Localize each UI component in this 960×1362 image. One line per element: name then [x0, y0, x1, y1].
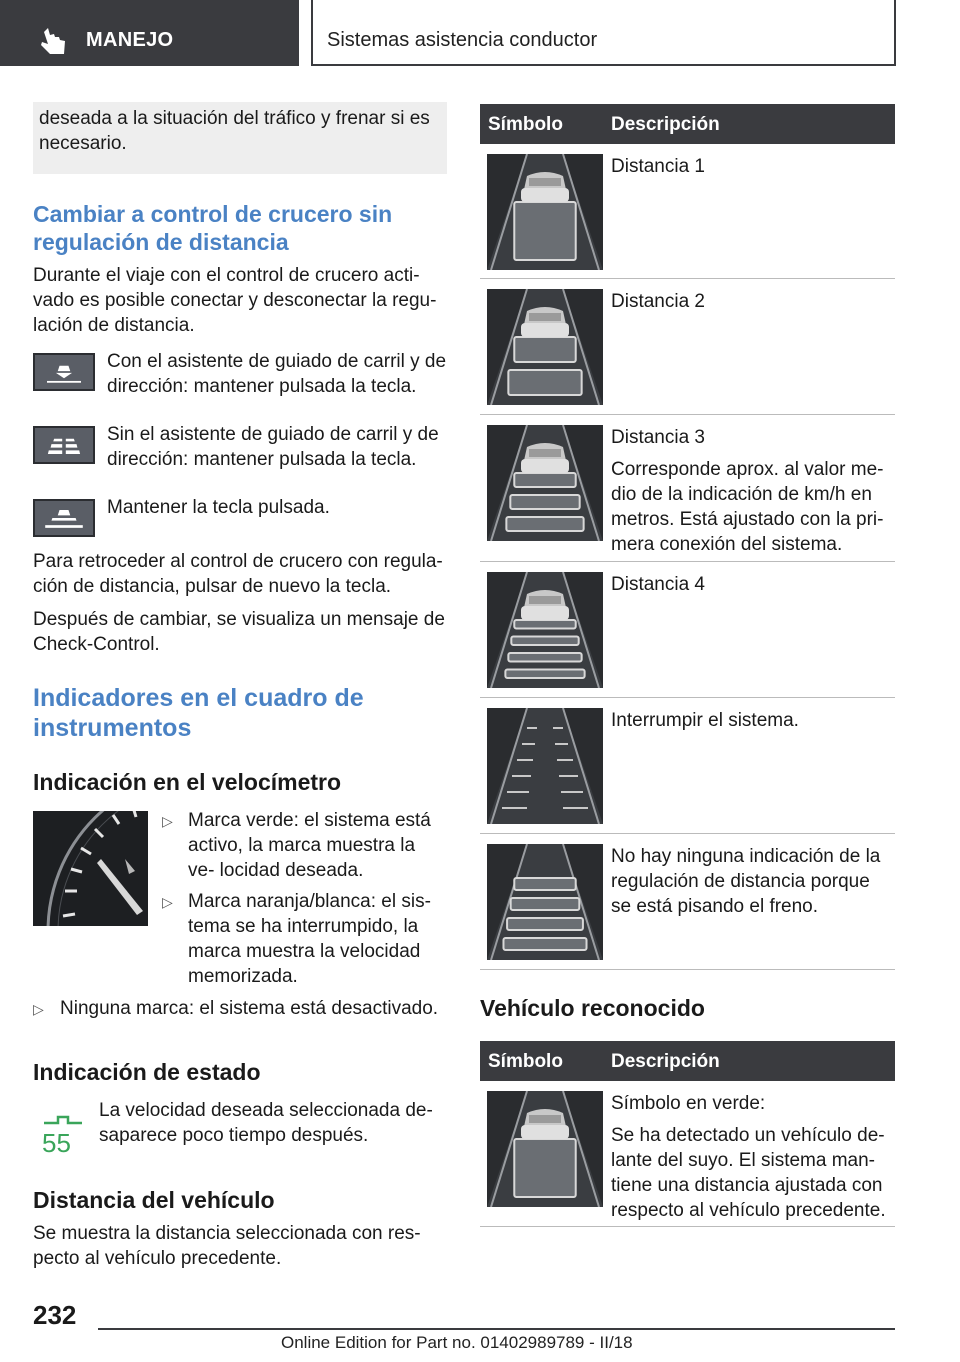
lane-distance-graphic — [487, 425, 603, 541]
switch-back-text: Para retroceder al control de crucero con regula- ción de distancia, pulsar de nuevo la tecla. — [33, 551, 443, 597]
vehicle-table-header — [480, 1041, 895, 1081]
distance-lane-button-alt-icon — [33, 426, 95, 464]
distance-symbol-image — [487, 289, 603, 405]
lane-distance-graphic — [487, 572, 603, 688]
hand-steering-icon — [38, 28, 68, 56]
speedometer-image — [33, 811, 148, 926]
switch-intro: Durante el viaje con el control de crucero acti- vado es posible conectar y desconectar la regu- lación de distancia. — [33, 265, 437, 336]
vehicle-description-text: Símbolo en verde: — [611, 1093, 766, 1114]
distance-description — [611, 708, 891, 733]
bullet-triangle-icon: ▷ — [162, 813, 173, 829]
distance-symbol-image — [487, 708, 603, 824]
col-symbol: Símbolo — [488, 1051, 563, 1072]
bullet-orange-mark: Marca naranja/blanca: el sis- tema se ha interrumpido, la marca muestra la velocidad memorizada. — [188, 891, 431, 987]
distance-description-extra: Corresponde aprox. al valor me- dio de la indicación de km/h en metros. Está ajustado con la pri- mera conexión del sistema. — [611, 459, 884, 555]
distance-description — [611, 154, 891, 179]
section-tab — [0, 0, 299, 66]
status-speed-value: 55 — [42, 1128, 71, 1157]
heading-indicators: Indicadores en el cuadro de instrumentos — [33, 684, 364, 742]
distance-description — [611, 425, 891, 557]
distance-description-text: Distancia 4 — [611, 574, 705, 595]
distance-table-header — [480, 104, 895, 144]
bullet-green-mark: Marca verde: el sistema está activo, la marca muestra la ve- locidad deseada. — [188, 810, 431, 881]
distance-symbol-image — [487, 844, 603, 960]
distance-description-text: Interrumpir el sistema. — [611, 710, 799, 731]
distance-description — [611, 572, 891, 597]
distance-symbol-image — [487, 572, 603, 688]
section-title: MANEJO — [86, 29, 174, 51]
vehicle-description — [611, 1091, 891, 1223]
edition-note: Online Edition for Part no. 01402989789 - II/18 — [281, 1333, 633, 1352]
distance-row — [480, 562, 895, 698]
distance-symbol-image — [487, 425, 603, 541]
speedometer-graphic — [33, 811, 148, 926]
lane-distance-graphic — [487, 154, 603, 270]
switch-item-2-text: Sin el asistente de guiado de carril y de dirección: mantener pulsada la tecla. — [107, 424, 439, 470]
continued-text: deseada a la situación del tráfico y frenar si es necesario. — [33, 102, 447, 174]
distance-description-text: Distancia 3 — [611, 427, 705, 448]
vehicle-description-extra: Se ha detectado un vehículo de- lante del suyo. El sistema man- tiene una distancia ajustada con respecto al vehículo precedente. — [611, 1125, 886, 1221]
switch-item-3-text: Mantener la tecla pulsada. — [107, 497, 330, 518]
chapter-header — [311, 0, 896, 66]
col-symbol: Símbolo — [488, 114, 563, 135]
switch-item-1-text: Con el asistente de guiado de carril y de dirección: mantener pulsada la tecla. — [107, 351, 447, 397]
col-description: Descripción — [611, 1051, 720, 1072]
switch-item-1 — [33, 349, 447, 401]
speed-status-icon — [38, 1113, 86, 1157]
continued-note — [33, 102, 447, 174]
distance-description — [611, 289, 891, 314]
vehicle-symbol-image — [487, 1091, 603, 1207]
bullet-triangle-icon: ▷ — [33, 1001, 44, 1017]
heading-switch-mode: Cambiar a control de crucero sin regulación de distancia — [33, 201, 393, 255]
bullet-no-mark: Ninguna marca: el sistema está desactivado. — [60, 998, 439, 1019]
distance-row — [480, 834, 895, 970]
distance-description-text: Distancia 1 — [611, 156, 705, 177]
distance-row — [480, 415, 895, 562]
vehicle-row — [480, 1081, 895, 1227]
heading-vehicle-detected: Vehículo reconocido — [480, 995, 705, 1021]
distance-button-icon — [33, 499, 95, 537]
lane-distance-graphic — [487, 289, 603, 405]
distance-row — [480, 698, 895, 834]
heading-status: Indicación de estado — [33, 1059, 261, 1085]
switch-item-2 — [33, 422, 447, 474]
lane-distance-graphic — [487, 708, 603, 824]
distance-description-text: No hay ninguna indicación de la regulación de distancia porque se está pisando el freno. — [611, 846, 881, 917]
switch-item-3 — [33, 495, 447, 539]
distance-row — [480, 279, 895, 415]
vehicle-table — [480, 1041, 895, 1227]
after-switch-text: Después de cambiar, se visualiza un mensaje de Check-Control. — [33, 609, 445, 655]
heading-vehicle-distance: Distancia del vehículo — [33, 1187, 275, 1213]
distance-description — [611, 844, 891, 919]
distance-lane-button-icon — [33, 353, 95, 391]
distance-row — [480, 144, 895, 279]
distance-table — [480, 104, 895, 970]
page-number: 232 — [33, 1300, 77, 1330]
heading-speedometer: Indicación en el velocímetro — [33, 769, 342, 795]
col-description: Descripción — [611, 114, 720, 135]
status-text: La velocidad deseada seleccionada de- saparece poco tiempo después. — [99, 1100, 433, 1146]
distance-text: Se muestra la distancia seleccionada con res- pecto al vehículo precedente. — [33, 1223, 421, 1269]
chapter-title: Sistemas asistencia conductor — [327, 29, 598, 51]
footer-rule — [98, 1328, 895, 1330]
lane-distance-graphic — [487, 844, 603, 960]
lane-distance-graphic — [487, 1091, 603, 1207]
distance-description-text: Distancia 2 — [611, 291, 705, 312]
bullet-triangle-icon: ▷ — [162, 894, 173, 910]
distance-symbol-image — [487, 154, 603, 270]
